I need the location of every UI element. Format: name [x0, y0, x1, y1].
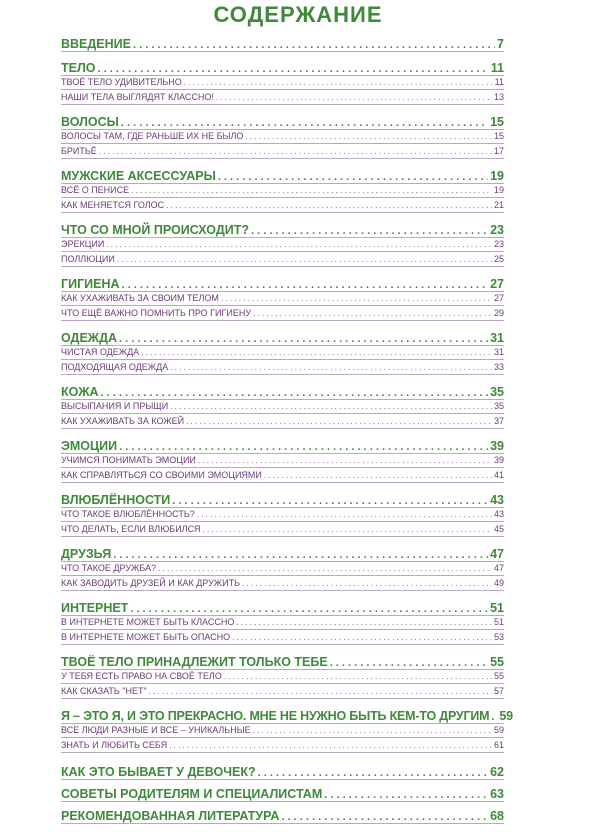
toc-section-page: 55 [490, 655, 504, 669]
toc-section-page: 51 [490, 601, 504, 615]
toc-subsection-page: 25 [493, 254, 504, 264]
dot-leader [221, 292, 492, 305]
divider [61, 698, 504, 699]
dot-leader [169, 739, 492, 752]
toc-section-page: 31 [490, 331, 504, 345]
toc-section-page: 7 [497, 37, 504, 51]
divider [61, 823, 504, 824]
toc-subsection-page: 57 [493, 686, 504, 696]
toc-section-page: 35 [490, 385, 504, 399]
toc-section-page: 11 [490, 61, 504, 75]
toc-subsection-page: 47 [493, 563, 504, 573]
toc-subsection [61, 199, 504, 212]
toc-subsection-title: ЧТО ЕЩЁ ВАЖНО ПОМНИТЬ ПРО ГИГИЕНУ [61, 308, 252, 318]
divider [61, 305, 504, 306]
divider [61, 413, 504, 414]
divider [61, 428, 504, 429]
toc-subsection-title: НАШИ ТЕЛА ВЫГЛЯДЯТ КЛАССНО! [61, 92, 214, 102]
toc-subsection [61, 508, 504, 521]
toc-subsection [61, 562, 504, 575]
toc-subsection-page: 45 [493, 524, 504, 534]
dot-leader [236, 616, 492, 629]
toc-section-page: 23 [490, 223, 504, 237]
toc-subsection [61, 577, 504, 590]
toc-subsection [61, 145, 504, 158]
divider [61, 51, 504, 52]
dot-leader [106, 238, 492, 251]
toc-section [61, 808, 504, 824]
toc-subsection-title: В ИНТЕРНЕТЕ МОЖЕТ БЫТЬ КЛАССНО [61, 617, 235, 627]
toc-subsection-title: ВСЕ ЛЮДИ РАЗНЫЕ И ВСЕ – УНИКАЛЬНЫЕ [61, 725, 251, 735]
divider [61, 536, 504, 537]
toc-subsection [61, 253, 504, 266]
toc-section [61, 330, 504, 346]
divider [61, 374, 504, 375]
toc-subsection [61, 685, 504, 698]
toc-section-page: 62 [490, 765, 504, 779]
divider [61, 467, 504, 468]
dot-leader [170, 400, 492, 413]
dot-leader [131, 184, 492, 197]
toc-section-title: КАК ЭТО БЫВАЕТ У ДЕВОЧЕК? [61, 765, 256, 779]
toc-section [61, 114, 504, 130]
divider [61, 575, 504, 576]
toc-subsection-page: 51 [493, 617, 504, 627]
toc-subsection [61, 631, 504, 644]
dot-leader [166, 199, 492, 212]
toc-subsection-title: У ТЕБЯ ЕСТЬ ПРАВО НА СВОЁ ТЕЛО [61, 671, 222, 681]
toc-section [61, 764, 504, 780]
toc-subsection-page: 17 [493, 146, 504, 156]
toc-subsection-title: КАК УХАЖИВАТЬ ЗА СВОИМ ТЕЛОМ [61, 293, 219, 303]
divider [61, 158, 504, 159]
toc-section [61, 36, 504, 52]
toc-subsection [61, 616, 504, 629]
toc-subsection-page: 31 [493, 347, 504, 357]
toc-subsection [61, 184, 504, 197]
toc-section-title: ВОЛОСЫ [61, 115, 119, 129]
toc-section-page: 39 [490, 439, 504, 453]
toc-subsection-page: 23 [493, 239, 504, 249]
toc-subsection [61, 670, 504, 683]
toc-section [61, 492, 504, 508]
divider [61, 590, 504, 591]
toc-section-title: ЭМОЦИИ [61, 439, 118, 453]
toc-section [61, 60, 504, 76]
toc-section-title: РЕКОМЕНДОВАННАЯ ЛИТЕРАТУРА [61, 809, 280, 823]
toc-section-title: МУЖСКИЕ АКСЕССУАРЫ [61, 169, 216, 183]
toc-section-title: СОВЕТЫ РОДИТЕЛЯМ И СПЕЦИАЛИСТАМ [61, 787, 323, 801]
dot-leader [253, 307, 492, 320]
dot-leader [117, 253, 492, 266]
toc-section-page: 43 [490, 493, 504, 507]
toc-subsection [61, 415, 504, 428]
toc-subsection [61, 292, 504, 305]
toc-subsection-page: 11 [494, 77, 504, 87]
divider [61, 266, 504, 267]
dot-leader [186, 415, 492, 428]
dot-leader [184, 76, 493, 89]
toc-section [61, 168, 504, 184]
toc-subsection-title: ТВОЁ ТЕЛО УДИВИТЕЛЬНО [61, 77, 182, 87]
toc-section-page: 47 [490, 547, 504, 561]
toc-subsection-page: 55 [493, 671, 504, 681]
divider [61, 359, 504, 360]
toc-section-page: 59 [499, 709, 513, 723]
toc-section [61, 600, 504, 616]
divider [61, 644, 504, 645]
toc-subsection [61, 91, 504, 104]
dot-leader [242, 577, 492, 590]
toc-section [61, 546, 504, 562]
toc-subsection-title: КАК МЕНЯЕТСЯ ГОЛОС [61, 200, 165, 210]
toc-subsection-title: В ИНТЕРНЕТЕ МОЖЕТ БЫТЬ ОПАСНО [61, 632, 231, 642]
toc-subsection-page: 61 [493, 740, 504, 750]
toc-subsection [61, 469, 504, 482]
toc-subsection-page: 35 [493, 401, 504, 411]
toc-section [61, 222, 504, 238]
toc-subsection-title: ВСЁ О ПЕНИСЕ [61, 185, 130, 195]
divider [61, 251, 504, 252]
toc-subsection-title: УЧИМСЯ ПОНИМАТЬ ЭМОЦИИ [61, 455, 196, 465]
dot-leader [224, 670, 492, 683]
toc-subsection-page: 13 [493, 92, 504, 102]
toc-subsection-title: КАК СКАЗАТЬ "НЕТ" [61, 686, 147, 696]
dot-leader [99, 145, 492, 158]
toc-section-title: ДРУЗЬЯ [61, 547, 112, 561]
divider [61, 752, 504, 753]
toc-section-page: 27 [490, 277, 504, 291]
toc-subsection-title: ЧТО ДЕЛАТЬ, ЕСЛИ ВЛЮБИЛСЯ [61, 524, 201, 534]
toc-subsection [61, 724, 504, 737]
divider [61, 779, 504, 780]
toc-subsection [61, 523, 504, 536]
toc-section [61, 654, 504, 670]
toc-section-title: КОЖА [61, 385, 99, 399]
toc-subsection [61, 400, 504, 413]
toc-subsection-page: 15 [493, 131, 504, 141]
toc-section-title: ЧТО СО МНОЙ ПРОИСХОДИТ? [61, 223, 249, 237]
toc-subsection-page: 59 [493, 725, 504, 735]
toc-subsection-page: 19 [493, 185, 504, 195]
toc-section-page: 63 [490, 787, 504, 801]
toc-section-page: 19 [490, 169, 504, 183]
toc-subsection-title: ЗНАТЬ И ЛЮБИТЬ СЕБЯ [61, 740, 168, 750]
toc-subsection-page: 33 [493, 362, 504, 372]
dot-leader [158, 562, 492, 575]
toc-subsection-page: 37 [493, 416, 504, 426]
divider [61, 521, 504, 522]
divider [61, 143, 504, 144]
toc-subsection-page: 29 [493, 308, 504, 318]
toc-section [61, 708, 513, 724]
toc-subsection-title: ЧИСТАЯ ОДЕЖДА [61, 347, 140, 357]
toc-subsection-title: ПОЛЛЮЦИИ [61, 254, 115, 264]
toc-subsection [61, 346, 504, 359]
toc-subsection-page: 39 [493, 455, 504, 465]
dot-leader [216, 91, 492, 104]
dot-leader [264, 469, 492, 482]
divider [61, 683, 504, 684]
divider [61, 737, 504, 738]
toc-subsection-page: 27 [493, 293, 504, 303]
dot-leader [232, 631, 492, 644]
divider [61, 482, 504, 483]
dot-leader [141, 346, 492, 359]
divider [61, 197, 504, 198]
toc-subsection-title: ВЫСЫПАНИЯ И ПРЫЩИ [61, 401, 169, 411]
toc-section-title: Я – ЭТО Я, И ЭТО ПРЕКРАСНО. МНЕ НЕ НУЖНО БЫТЬ КЕМ-ТО ДРУГИМ [61, 709, 490, 723]
toc-section-title: ТВОЁ ТЕЛО ПРИНАДЛЕЖИТ ТОЛЬКО ТЕБЕ [61, 655, 328, 669]
toc-subsection-title: ЧТО ТАКОЕ ВЛЮБЛЁННОСТЬ? [61, 509, 195, 519]
toc-section-page: 68 [490, 809, 504, 823]
toc-subsection-title: КАК СПРАВЛЯТЬСЯ СО СВОИМИ ЭМОЦИЯМИ [61, 470, 262, 480]
toc-section-title: ВЛЮБЛЁННОСТИ [61, 493, 171, 507]
dot-leader [245, 130, 492, 143]
divider [61, 212, 504, 213]
dot-leader [149, 685, 492, 698]
toc-section [61, 786, 504, 802]
page-title: СОДЕРЖАНИЕ [213, 2, 383, 27]
toc-subsection-title: КАК УХАЖИВАТЬ ЗА КОЖЕЙ [61, 416, 185, 426]
toc-subsection-title: ПОДХОДЯЩАЯ ОДЕЖДА [61, 362, 169, 372]
toc-section [61, 384, 504, 400]
divider [61, 320, 504, 321]
toc-subsection-title: БРИТЬЁ [61, 146, 97, 156]
toc-subsection-page: 21 [493, 200, 504, 210]
toc-section-page: 15 [490, 115, 504, 129]
divider [61, 89, 504, 90]
toc-section-title: ГИГИЕНА [61, 277, 120, 291]
toc-subsection-title: КАК ЗАВОДИТЬ ДРУЗЕЙ И КАК ДРУЖИТЬ [61, 578, 240, 588]
toc-subsection [61, 739, 504, 752]
toc-section-title: ИНТЕРНЕТ [61, 601, 129, 615]
divider [61, 801, 504, 802]
toc-subsection [61, 361, 504, 374]
dot-leader [170, 361, 492, 374]
toc-subsection [61, 238, 504, 251]
dot-leader [198, 454, 492, 467]
toc-section-title: ВВЕДЕНИЕ [61, 37, 131, 51]
toc-subsection [61, 454, 504, 467]
divider [61, 629, 504, 630]
toc-subsection-page: 49 [493, 578, 504, 588]
toc-section [61, 276, 504, 292]
dot-leader [203, 523, 492, 536]
toc-subsection-page: 41 [493, 470, 504, 480]
dot-leader [253, 724, 492, 737]
toc-subsection-page: 53 [493, 632, 504, 642]
toc-subsection [61, 76, 504, 89]
toc-subsection [61, 130, 504, 143]
toc-subsection [61, 307, 504, 320]
toc-subsection-page: 43 [493, 509, 504, 519]
toc-section-title: ОДЕЖДА [61, 331, 118, 345]
dot-leader [197, 508, 492, 521]
toc-subsection-title: ВОЛОСЫ ТАМ, ГДЕ РАНЬШЕ ИХ НЕ БЫЛО [61, 131, 244, 141]
toc-section [61, 438, 504, 454]
toc-subsection-title: ЭРЕКЦИИ [61, 239, 105, 249]
divider [61, 104, 504, 105]
toc-subsection-title: ЧТО ТАКОЕ ДРУЖБА? [61, 563, 157, 573]
toc-section-title: ТЕЛО [61, 61, 96, 75]
